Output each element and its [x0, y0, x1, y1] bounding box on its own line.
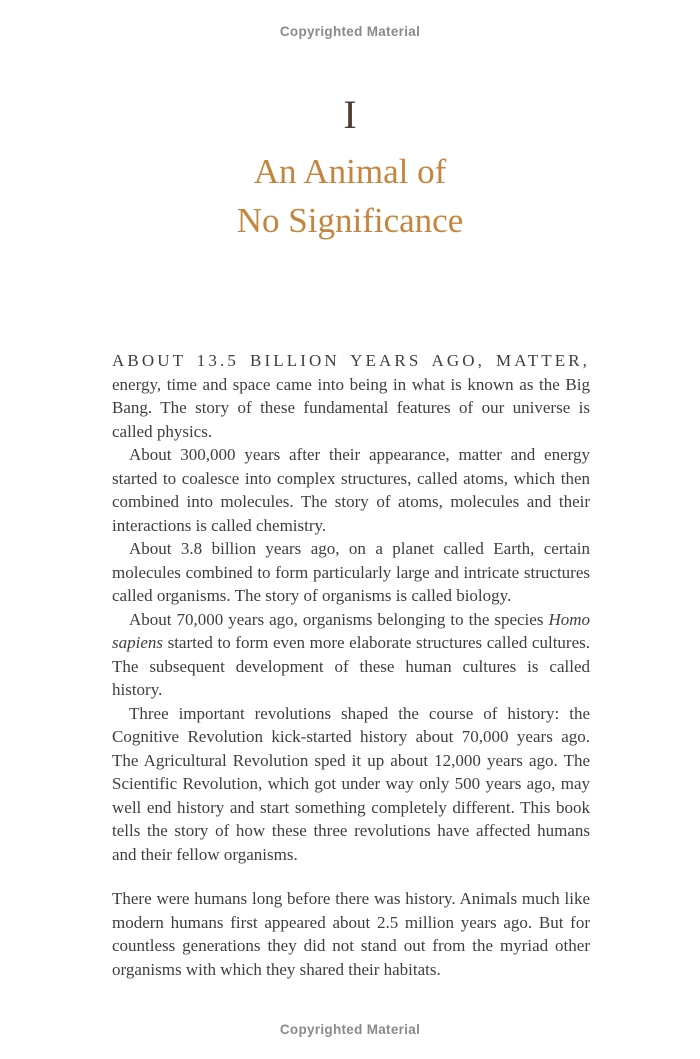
- text-run-normal: About 3.8 billion years ago, on a planet called Earth, certain molecules combined to form particularly large and intricate structures called organisms. The story of organisms is called biology.: [112, 539, 590, 605]
- text-run-normal: There were humans long before there was history. Animals much like modern humans first appeared about 2.5 million years ago. But for countless generations they did not stand out from the myriad other organisms with which they shared their habitats.: [112, 889, 590, 979]
- text-run-normal: About 70,000 years ago, organisms belonging to the species: [129, 609, 549, 629]
- text-run-normal: About 300,000 years after their appearance, matter and energy started to coalesce into complex structures, called atoms, which then combined into molecules. The story of atoms, molecules and their interactions is called chemistry.: [112, 445, 590, 535]
- chapter-title: [0, 147, 700, 245]
- body-paragraph: [112, 702, 590, 867]
- body-paragraph: [112, 349, 590, 443]
- body-paragraph: [112, 537, 590, 608]
- chapter-title-line1: An Animal of: [253, 152, 447, 191]
- text-run-caps: ABOUT 13.5 BILLION YEARS AGO, MATTER,: [112, 351, 590, 370]
- text-run-italic: Homo sapiens: [112, 609, 590, 652]
- chapter-number: I: [343, 92, 357, 137]
- body-text: [112, 349, 590, 981]
- chapter-title-line2: No Significance: [236, 201, 464, 240]
- body-paragraph: [112, 443, 590, 537]
- text-run-normal: Three important revolutions shaped the course of history: the Cognitive Revolution kick-started history about 70,000 years ago. The Agricultural Revolution sped it up about 12,000 years ago. The Scientific Revolution, which got under way only 500 years ago, may well end history and start something completely different. This book tells the story of how these three revolutions have affected humans and their fellow organisms.: [112, 703, 590, 864]
- text-run-normal: started to form even more elaborate structures called cultures. The subsequent development of these human cultures is called history.: [112, 633, 590, 699]
- body-paragraph: [112, 887, 590, 981]
- copyright-notice-top: Copyrighted Material: [279, 24, 421, 39]
- copyright-notice-bottom: Copyrighted Material: [279, 1022, 421, 1037]
- text-run-normal: energy, time and space came into being in what is known as the Big Bang. The story of these fundamental features of our universe is called physics.: [112, 374, 590, 441]
- body-paragraph: [112, 608, 590, 702]
